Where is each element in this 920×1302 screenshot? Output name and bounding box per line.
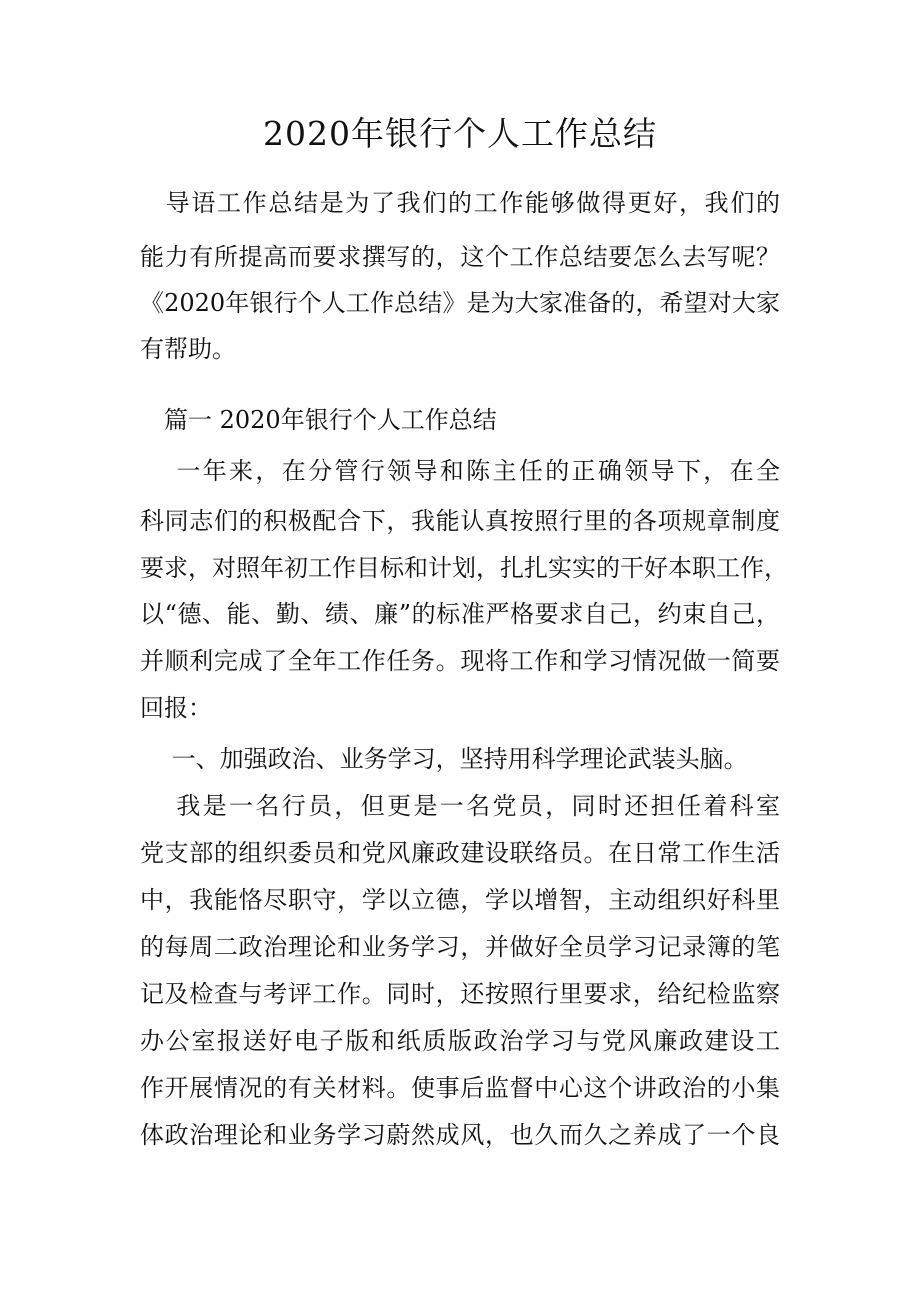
para2-line-2: 党支部的组织委员和党风廉政建设联络员。在日常工作生活 <box>140 839 780 867</box>
intro-line-3: 《2020年银行个人工作总结》是为大家准备的，希望对大家 <box>140 289 780 317</box>
para2-line-4: 的每周二政治理论和业务学习，并做好全员学习记录簿的笔 <box>140 933 780 961</box>
para1-line-3: 要求，对照年初工作目标和计划，扎扎实实的干好本职工作， <box>140 554 788 582</box>
para1-line-2: 科同志们的积极配合下，我能认真按照行里的各项规章制度 <box>140 507 780 535</box>
para2-line-5: 记及检查与考评工作。同时，还按照行里要求，给纪检监察 <box>140 980 780 1008</box>
para2-line-8: 体政治理论和业务学习蔚然成风，也久而久之养成了一个良 <box>140 1121 780 1149</box>
intro-line-2: 能力有所提高而要求撰写的，这个工作总结要怎么去写呢？ <box>140 243 780 271</box>
para2-line-7: 作开展情况的有关材料。使事后监督中心这个讲政治的小集 <box>140 1074 780 1102</box>
document-title: 2020年银行个人工作总结 <box>263 114 657 153</box>
para2-line-1: 我是一名行员，但更是一名党员，同时还担任着科室 <box>140 792 780 820</box>
section-heading: 篇一 2020年银行个人工作总结 <box>140 406 497 434</box>
para1-line-1: 一年来，在分管行领导和陈主任的正确领导下，在全 <box>140 457 780 485</box>
para2-line-3: 中，我能恪尽职守，学以立德，学以增智，主动组织好科里 <box>140 886 780 914</box>
para2-line-6: 办公室报送好电子版和纸质版政治学习与党风廉政建设工 <box>140 1027 780 1055</box>
intro-line-1: 导语工作总结是为了我们的工作能够做得更好，我们的 <box>140 189 780 217</box>
heading-1: 一、加强政治、业务学习，坚持用科学理论武装头脑。 <box>140 745 748 773</box>
intro-line-4: 有帮助。 <box>140 335 236 363</box>
para1-line-4: 以“德、能、勤、绩、廉”的标准严格要求自己，约束自己， <box>140 600 780 628</box>
para1-line-5: 并顺利完成了全年工作任务。现将工作和学习情况做一简要 <box>140 647 780 675</box>
para1-line-6: 回报： <box>140 694 212 722</box>
